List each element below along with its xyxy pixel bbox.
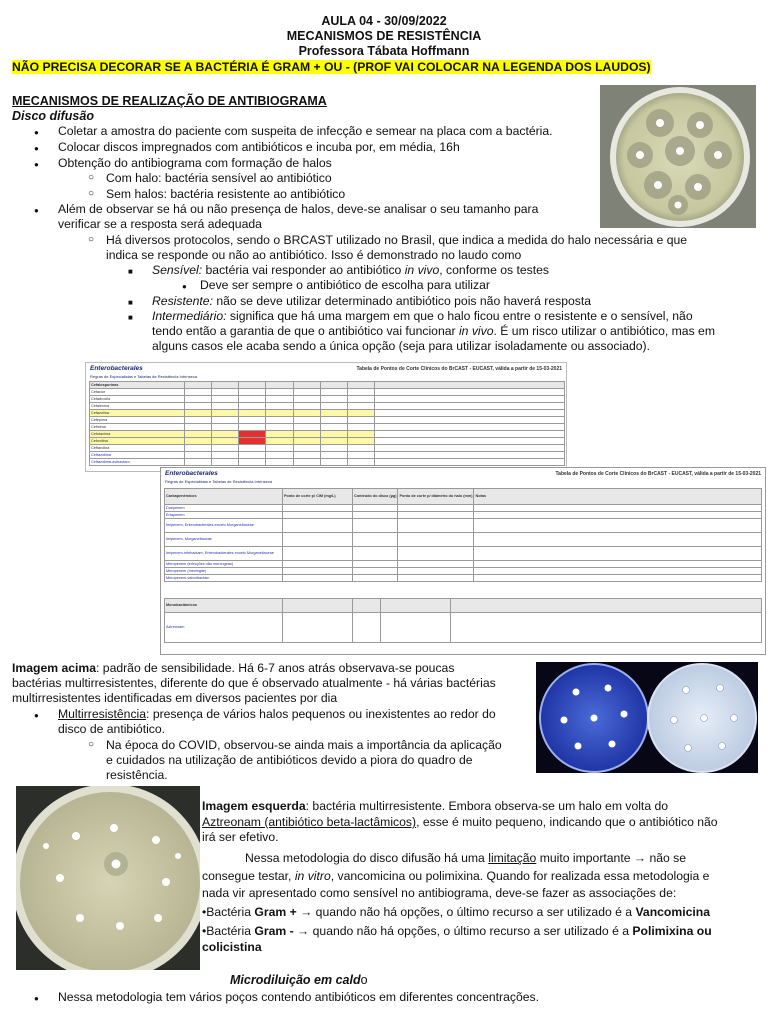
lesson-title: AULA 04 - 30/09/2022 <box>321 14 447 28</box>
petri-dish-svg <box>600 85 756 228</box>
bullet-circle: ○ <box>88 739 95 750</box>
limitation-l3: nada vir apresentado como sensível no antibiograma, deve-se fazer as associações de: <box>202 886 677 900</box>
bullet-intermediate-l2: tendo então a garantia de que o antibiótico vai funcionar in vivo. É um risco utilizar o antibiótico, mas em <box>152 324 715 338</box>
bullet-dot: ● <box>34 711 39 720</box>
highlight-note: NÃO PRECISA DECORAR SE A BACTÉRIA É GRAM + OU - (PROF VAI COLOCAR NA LEGENDA DOS LAUDOS) <box>12 60 651 74</box>
bullet-intermediate-l3: alguns casos ele acaba sendo a única opção (seja para utilizar isoladamente ou associado). <box>152 339 650 353</box>
petri-dish-multiresistant-image <box>16 786 200 970</box>
caption-left-l2: Aztreonam (antibiótico beta-lactâmicos), esse é muito pequeno, indicando que o antibiótico não <box>202 815 718 829</box>
bullet-circle: ○ <box>88 188 95 199</box>
limitation-l2: consegue testar, in vitro, vancomicina ou polimixina. Quando for realizada essa metodologia e <box>202 869 710 883</box>
bullet-dot: ● <box>34 994 39 1003</box>
gram-positive-line: •Bactéria Gram + → quando não há opções, o último recurso a ser utilizado é a Vancomicina <box>202 905 710 919</box>
bullet-with-halo: Com halo: bactéria sensível ao antibiótico <box>106 171 332 185</box>
caption-left-l3: irá ser efetivo. <box>202 830 279 844</box>
bullet-square: ■ <box>128 313 133 322</box>
bullet-sensitive-choice: Deve ser sempre o antibiótico de escolha para utilizar <box>200 278 490 292</box>
bullet-without-halo: Sem halos: bactéria resistente ao antibiótico <box>106 187 346 201</box>
bullet-circle: ○ <box>88 234 95 245</box>
bullet-dot: ● <box>34 160 39 169</box>
table2-grid: Carbapenêmicos Ponto de corte p/ CIM (mg/L) Conteúdo do disco (µg) Ponto de corte p/ diâmetro do halo (mm) Notas Doripenem Ertapenem Imipenem, Enterobacterales exceto Morganellaceae Imipenem, Morganellaceae Imipenem-relebactam, Enterobacterales exceto Morganellaceae Meropenem (infecções não meníngeas) Meropenem (meningite) Meropenem-vaborbactam <box>164 488 762 582</box>
lesson-teacher: Professora Tábata Hoffmann <box>298 44 470 58</box>
bullet-square: ■ <box>128 267 133 276</box>
multiresistance-l2: disco de antibiótico. <box>58 722 166 736</box>
bullet-halos: Obtenção do antibiograma com formação de halos <box>58 156 332 170</box>
bullet-sensitive: Sensível: bactéria vai responder ao antibiótico in vivo, conforme os testes <box>152 263 550 277</box>
brcast-table-carbapenems: Enterobacterales Regras de Especialistas e Tabelas de Resistência Intrínseca Tabela de Pontos de Corte Clínicos do BrCAST - EUCAST, válida a partir de 15-03-2021 Carbapenêmicos Ponto de corte p/ CIM (mg/L) Conteúdo do disco (µg) Ponto de corte p/ diâmetro do halo (mm) Notas Doripenem Ertapenem Imipenem, Enterobacterales exceto Morganellaceae Imipenem, Morganellaceae Imipenem-relebactam, Enterobacterales exceto Morganellaceae Meropenem (infecções não meníngeas) Meropenem (meningite) Meropenem-vaborbactam Monobactâmicos Aztreonam <box>160 467 766 655</box>
bullet-dot: ● <box>34 128 39 137</box>
gram-negative-line: •Bactéria Gram - → quando não há opções, o último recurso a ser utilizado é a Polimixina ou <box>202 924 712 938</box>
covid-l3: resistência. <box>106 768 168 782</box>
bullet-observe-l2: verificar se a resposta será adequada <box>58 217 262 231</box>
brcast-table-cephalosporins: Enterobacterales Regras de Especialistas e Tabelas de Resistência Intrínseca Tabela de Pontos de Corte Clínicos do BrCAST - EUCAST, válida a partir de 15-03-2021 Cefalosporinas Cefaclor Cefadroxila Cefalexina Cefazolina Cefepima Cefixima Cefotaxima Cefoxitina Ceftarolina Ceftazidima Ceftazidima-avibactam <box>85 362 567 472</box>
table1-grid: Cefalosporinas Cefaclor Cefadroxila Cefalexina Cefazolina Cefepima Cefixima Cefotaxima Cefoxitina Ceftarolina Ceftazidima Ceftazidima-avibactam <box>89 381 565 466</box>
petri-dish-sensitivity-image <box>600 85 756 228</box>
lesson-subject: MECANISMOS DE RESISTÊNCIA <box>286 29 482 43</box>
covid-l1: Na época do COVID, observou-se ainda mais a importância da aplicação <box>106 738 502 752</box>
caption-above-l1: Imagem acima: padrão de sensibilidade. Há 6-7 anos atrás observava-se poucas <box>12 661 455 675</box>
bullet-brcast-l1: Há diversos protocolos, sendo o BRCAST utilizado no Brasil, que indica a medida do halo necessária e que <box>106 233 688 247</box>
bullet-observe-l1: Além de observar se há ou não presença de halos, deve-se analisar o seu tamanho para <box>58 202 539 216</box>
section-title: MECANISMOS DE REALIZAÇÃO DE ANTIBIOGRAMA <box>12 94 327 108</box>
microdilution-bullet: Nessa metodologia tem vários poços contendo antibióticos em diferentes concentrações. <box>58 990 539 1004</box>
table2-monobactam-grid: Monobactâmicos Aztreonam <box>164 598 762 643</box>
multiresistant-dish-svg <box>16 786 200 970</box>
bullet-dot: ● <box>34 206 39 215</box>
bullet-resistant: Resistente: não se deve utilizar determinado antibiótico pois não haverá resposta <box>152 294 592 308</box>
bullet-circle: ○ <box>88 172 95 183</box>
gram-negative-line-2: colicistina <box>202 940 262 954</box>
caption-above-l3: multirresistentes identificadas em diversos pacientes por dia <box>12 691 338 705</box>
section-subtitle: Disco difusão <box>12 109 94 123</box>
bullet-dot: ● <box>34 144 39 153</box>
petri-dishes-blue-image <box>536 662 758 773</box>
multiresistance-l1: Multirresistência: presença de vários halos pequenos ou inexistentes ao redor do <box>58 707 496 721</box>
bullet-intermediate-l1: Intermediário: significa que há uma margem em que o halo ficou entre o resistente e o sensível, não <box>152 309 693 323</box>
bullet-discs: Colocar discos impregnados com antibióticos e incuba por, em média, 16h <box>58 140 460 154</box>
caption-above-l2: bactérias multirresistentes, diferente do que é observado atualmente - há várias bactérias <box>12 676 496 690</box>
bullet-dot: ● <box>182 282 187 291</box>
bullet-collect: Coletar a amostra do paciente com suspeita de infecção e semear na placa com a bactéria. <box>58 124 553 138</box>
microdilution-title: Microdiluição em caldo <box>230 973 368 987</box>
blue-dishes-svg <box>536 662 758 773</box>
caption-left-l1: Imagem esquerda: bactéria multirresistente. Embora observa-se um halo em volta do <box>202 799 669 813</box>
bullet-square: ■ <box>128 298 133 307</box>
bullet-brcast-l2: indica se responde ou não ao antibiótico. Isso é demonstrado no laudo como <box>106 248 522 262</box>
limitation-l1: Nessa metodologia do disco difusão há uma limitação muito importante → não se <box>245 851 687 865</box>
covid-l2: e cuidados na utilização de antibióticos devido a piora do quadro de <box>106 753 473 767</box>
